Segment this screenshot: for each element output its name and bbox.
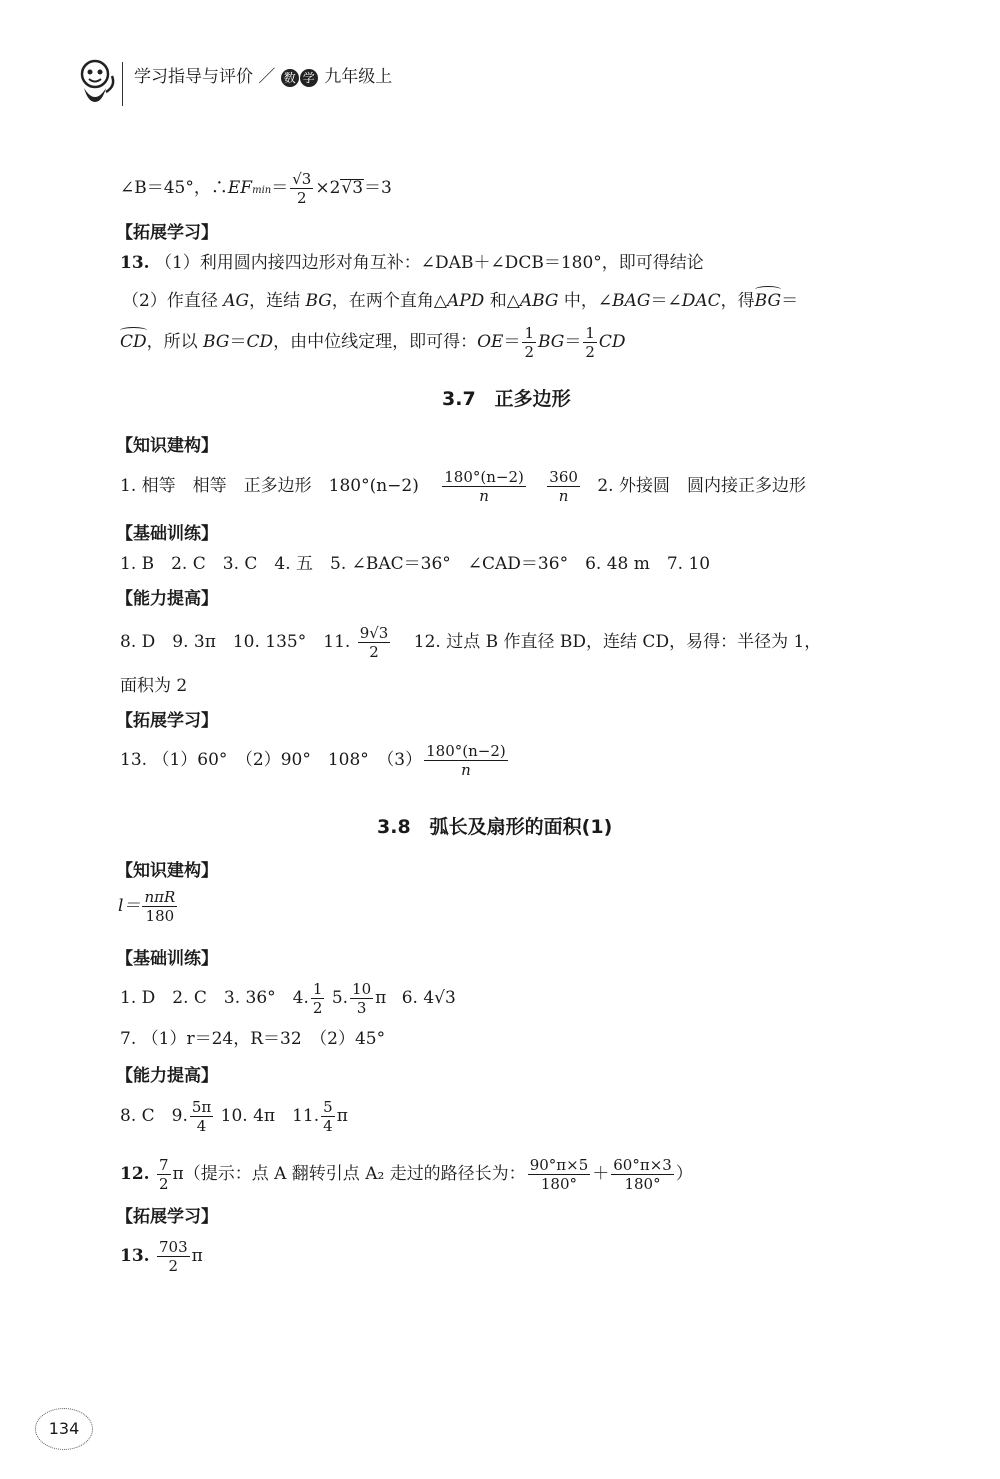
section-heading: 【能力提高】 [116, 589, 218, 609]
question-number: 13. [120, 253, 150, 273]
v: BG [203, 332, 230, 352]
arc-bg: BG [754, 291, 782, 311]
t: ，由中位线定理，即可得： [273, 332, 478, 352]
v: CD [598, 332, 626, 352]
v: BG [537, 332, 565, 352]
header-bar [134, 62, 392, 87]
section-heading: 【拓展学习】 [116, 1207, 218, 1227]
question-number: 12. [120, 1164, 150, 1184]
header-divider [122, 62, 123, 106]
t: π [375, 988, 387, 1008]
answer-13-1 [120, 252, 704, 274]
subject-badge-2: 学 [300, 69, 318, 87]
den: 2 [358, 642, 391, 661]
den: 2 [290, 188, 313, 207]
den: 2 [158, 1175, 169, 1193]
v: AG [223, 291, 250, 311]
subject-badge-1: 数 [281, 69, 299, 87]
den: 4 [323, 1117, 333, 1135]
book-title: 学习指导与评价 [134, 67, 253, 87]
t: 2. 外接圆 圆内接正多边形 [597, 476, 806, 496]
den: 180° [611, 1174, 674, 1193]
den: 3 [350, 998, 373, 1017]
t: 8. C 9. [120, 1106, 188, 1126]
section-heading: 【知识建构】 [116, 436, 218, 456]
v: OE [477, 332, 504, 352]
t: 12. 过点 B 作直径 BD，连结 CD，易得：半径为 1， [413, 632, 822, 652]
t: π [191, 1246, 203, 1266]
t: ＋ [592, 1164, 610, 1184]
fraction [547, 468, 580, 505]
num: 180°(n−2) [444, 468, 524, 486]
t: π（提示：点 A 翻转引点 A₂ 走过的路径长为： [172, 1164, 526, 1184]
num: 360 [549, 468, 578, 486]
section-heading: 【能力提高】 [116, 1066, 218, 1086]
fraction [528, 1156, 591, 1193]
answer-text: （1）利用圆内接四边形对角互补：∠DAB＋∠DCB＝180°，即可得结论 [154, 253, 704, 273]
t: 6. 4√3 [401, 988, 456, 1008]
answer-zs-3-8 [118, 888, 179, 925]
page-number: 134 [35, 1408, 93, 1450]
den: 2 [312, 999, 323, 1017]
den: 2 [585, 343, 595, 361]
answer-tz-3-8 [120, 1238, 203, 1275]
t: （2）作直径 [122, 291, 218, 311]
answer-nl-3-7-cont: 面积为 2 [120, 676, 188, 696]
line-ef-min [120, 170, 392, 207]
num: 7 [158, 1156, 169, 1174]
answer-tz-3-7 [120, 742, 510, 779]
var-ef: EF [227, 178, 253, 198]
text: ＝ [271, 178, 289, 198]
num: 60°π×3 [613, 1156, 672, 1174]
fraction [321, 1098, 335, 1135]
num: 703 [158, 1238, 188, 1256]
t: 8. D 9. 3π 10. 135° 11. [120, 632, 351, 652]
section-heading: 【基础训练】 [116, 524, 218, 544]
answer-13-2 [122, 290, 798, 312]
answer-jc-3-7: 1. B 2. C 3. C 4. 五 5. ∠BAC＝36° ∠CAD＝36° 6. 48 m 7. 10 [120, 554, 711, 574]
fraction [522, 324, 536, 361]
den: 4 [190, 1116, 213, 1135]
answer-13-3 [120, 324, 626, 361]
t: 和△ [489, 291, 520, 311]
section-title-3-7: 3.7 正多边形 [442, 388, 571, 410]
header-slash: ／ [258, 67, 276, 87]
den: 2 [157, 1256, 190, 1275]
t: ＝ [229, 332, 247, 352]
num: nπR [144, 888, 176, 906]
subscript-min: min [252, 185, 272, 196]
fraction [583, 324, 597, 361]
t: ＝ [503, 332, 521, 352]
t: 中，∠ [563, 291, 613, 311]
sqrt-3: √3 [341, 178, 364, 198]
angle-sym: ∠ [120, 178, 135, 198]
den: n [424, 760, 508, 779]
arc-cd: CD [120, 332, 147, 352]
fraction [424, 742, 508, 779]
fraction [358, 624, 391, 661]
answer-zs-3-7 [120, 468, 806, 505]
den: 180° [528, 1174, 591, 1193]
t: ，在两个直角△ [331, 291, 447, 311]
t: 10. 4π 11. [220, 1106, 320, 1126]
t: ，连结 [249, 291, 301, 311]
section-heading: 【知识建构】 [116, 861, 218, 881]
t: ＝ [564, 332, 582, 352]
num: √3 [292, 170, 312, 188]
t: π [336, 1106, 348, 1126]
text: B＝45°，∴ [134, 178, 228, 198]
section-title-3-8: 3.8 弧长及扇形的面积(1) [377, 816, 613, 838]
section-heading: 【拓展学习】 [116, 711, 218, 731]
num: 5 [323, 1098, 333, 1116]
grade-label: 九年级上 [324, 67, 393, 87]
v: DAC [681, 291, 721, 311]
section-heading: 【拓展学习】 [116, 223, 218, 243]
num: 90°π×5 [529, 1156, 589, 1174]
t: 1. 相等 相等 正多边形 180°(n−2) [120, 476, 419, 496]
text: ＝3 [364, 178, 392, 198]
t: 1. D 2. C 3. 36° 4. [120, 988, 309, 1008]
num: 10 [352, 980, 372, 998]
num: 5π [191, 1098, 212, 1116]
answer-jc-3-8-7: 7. （1）r＝24，R＝32 （2）45° [120, 1029, 386, 1049]
den: 2 [524, 343, 534, 361]
answer-nl-3-7 [120, 624, 821, 661]
t: 13. （1）60° （2）90° 108° （3） [120, 750, 423, 770]
t: 5. [331, 988, 349, 1008]
v: BAG [612, 291, 651, 311]
den: n [442, 486, 526, 505]
question-number: 13. [120, 1246, 150, 1266]
v: CD [246, 332, 274, 352]
answer-12-arc [120, 1156, 693, 1193]
num: 1 [312, 980, 323, 998]
fraction [442, 468, 526, 505]
t: ，所以 [146, 332, 198, 352]
fraction [290, 170, 313, 207]
fraction [311, 980, 325, 1017]
section-heading: 【基础训练】 [116, 949, 218, 969]
t: ） [675, 1164, 693, 1184]
num: 9√3 [359, 624, 389, 642]
formula-l: l＝ [118, 896, 141, 916]
num: 180°(n−2) [426, 742, 506, 760]
answer-jc-3-8 [120, 980, 456, 1017]
fraction [190, 1098, 213, 1135]
monkey-logo-icon [72, 56, 118, 108]
text: ×2 [315, 178, 341, 198]
fraction [350, 980, 373, 1017]
num: 1 [585, 324, 595, 342]
fraction [157, 1156, 171, 1193]
v: APD [446, 291, 485, 311]
num: 1 [524, 324, 534, 342]
fraction [142, 888, 177, 925]
v: BG [305, 291, 332, 311]
answer-nl-3-8 [120, 1098, 348, 1135]
t: ＝ [781, 291, 799, 311]
v: ABG [519, 291, 559, 311]
t: ，得 [720, 291, 755, 311]
den: n [547, 486, 580, 505]
t: ＝∠ [650, 291, 682, 311]
fraction [611, 1156, 674, 1193]
den: 180 [142, 906, 177, 925]
fraction [157, 1238, 190, 1275]
